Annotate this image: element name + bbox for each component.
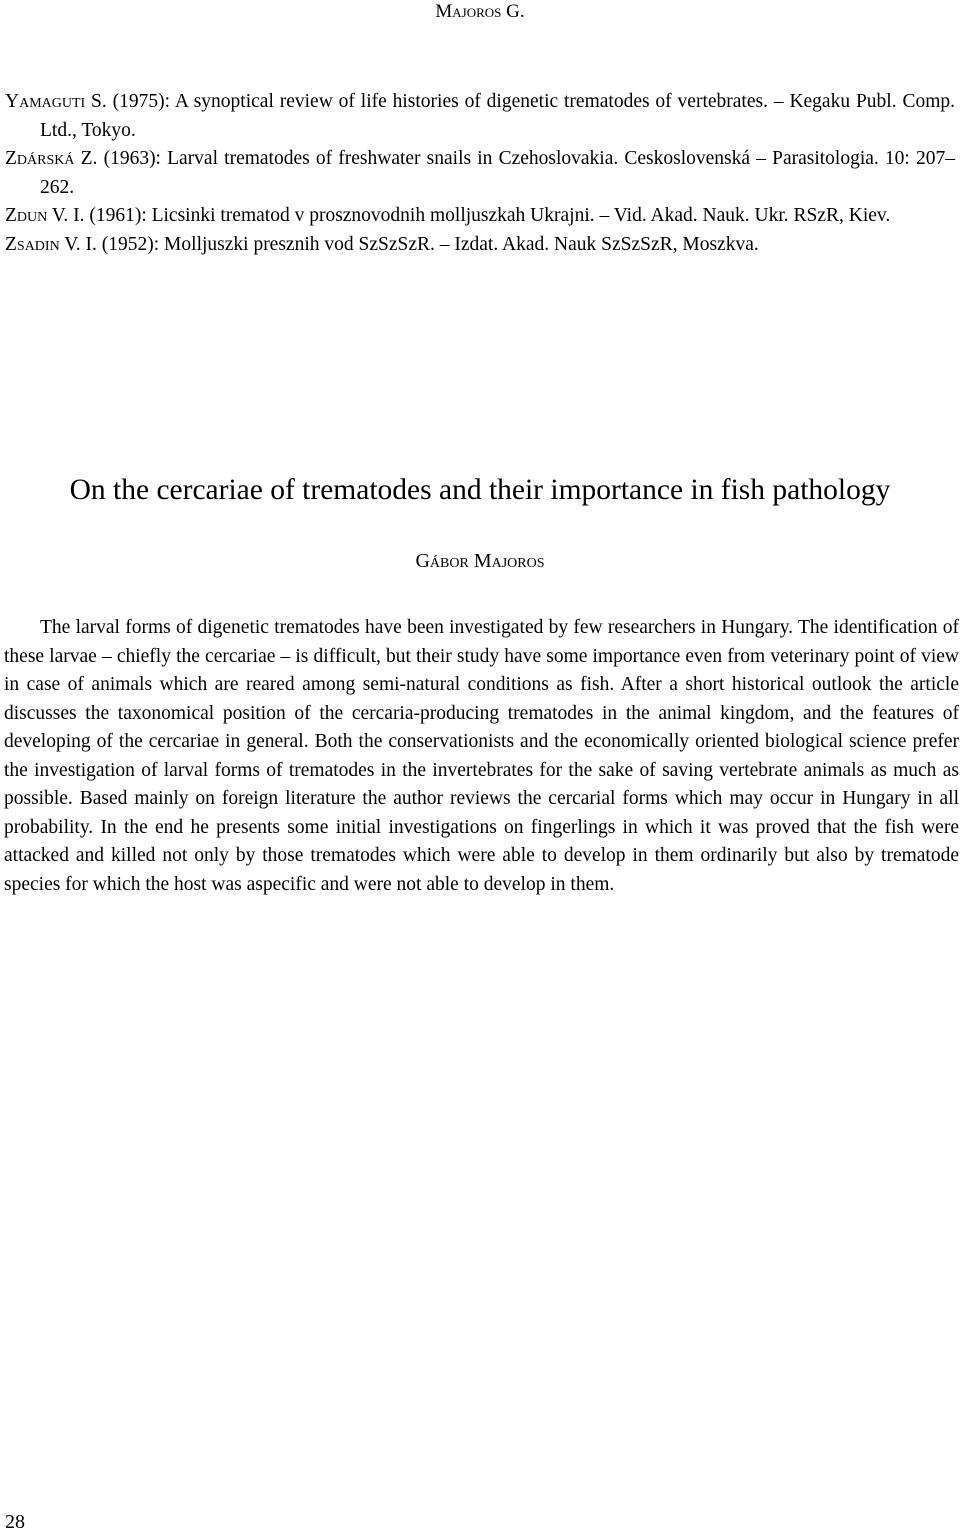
reference-item — [5, 202, 955, 231]
article-author: Gábor Majoros — [415, 550, 545, 572]
running-head: Majoros G. — [435, 1, 525, 22]
article-title: On the cercariae of trematodes and their importance in fish pathology — [69, 474, 891, 506]
article-abstract: The larval forms of digenetic trematodes have been investigated by few researchers in Hungary. The identification of these larvae – chiefly the cercariae – is difficult, but their study have some importance even from veterinary point of view in case of animals which are reared among semi-natural conditions as fish. After a short historical outlook the article discusses the taxonomical position of the cercaria-producing trematodes in the animal kingdom, and the features of developing of the cercariae in general. Both the conservationists and the economically oriented biological science prefer the investigation of larval forms of trematodes in the invertebrates for the sake of saving vertebrate animals as much as possible. Based mainly on foreign literature the author reviews the cercarial forms which may occur in Hungary in all probability. In the end he presents some initial investigations on fingerlings in which it was proved that the fish were attacked and killed not only by those trematodes which were able to develop in them ordinarily but also by trematode species for which the host was aspecific and were not able to develop in them. — [4, 617, 959, 895]
reference-text: (1952): Molljuszki presznih vod SzSzSzR. – Izdat. Akad. Nauk SzSzSzR, Moszkva. — [96, 233, 759, 255]
reference-text: (1963): Larval trematodes of freshwater snails in Czehoslovakia. Ceskoslovenská – Parasitologia. 10: 207–262. — [40, 148, 956, 198]
reference-item — [5, 88, 955, 145]
reference-author: Zsadin V. I. — [5, 233, 97, 255]
reference-author: Zdun V. I. — [5, 205, 85, 226]
reference-author: Zdárská Z. — [5, 148, 98, 169]
page-number: 28 — [5, 1511, 25, 1533]
reference-text: (1975): A synoptical review of life histories of digenetic trematodes of vertebrates. – Kegaku Publ. Comp. Ltd., Tokyo. — [40, 91, 956, 141]
reference-text: (1961): Licsinki trematod v prosznovodnih molljuszkah Ukrajni. – Vid. Akad. Nauk. Ukr. RSzR, Kiev. — [84, 205, 891, 226]
reference-item — [5, 231, 955, 260]
reference-author: Yamaguti S. — [5, 91, 107, 112]
reference-list — [5, 88, 955, 259]
reference-item — [5, 145, 955, 202]
